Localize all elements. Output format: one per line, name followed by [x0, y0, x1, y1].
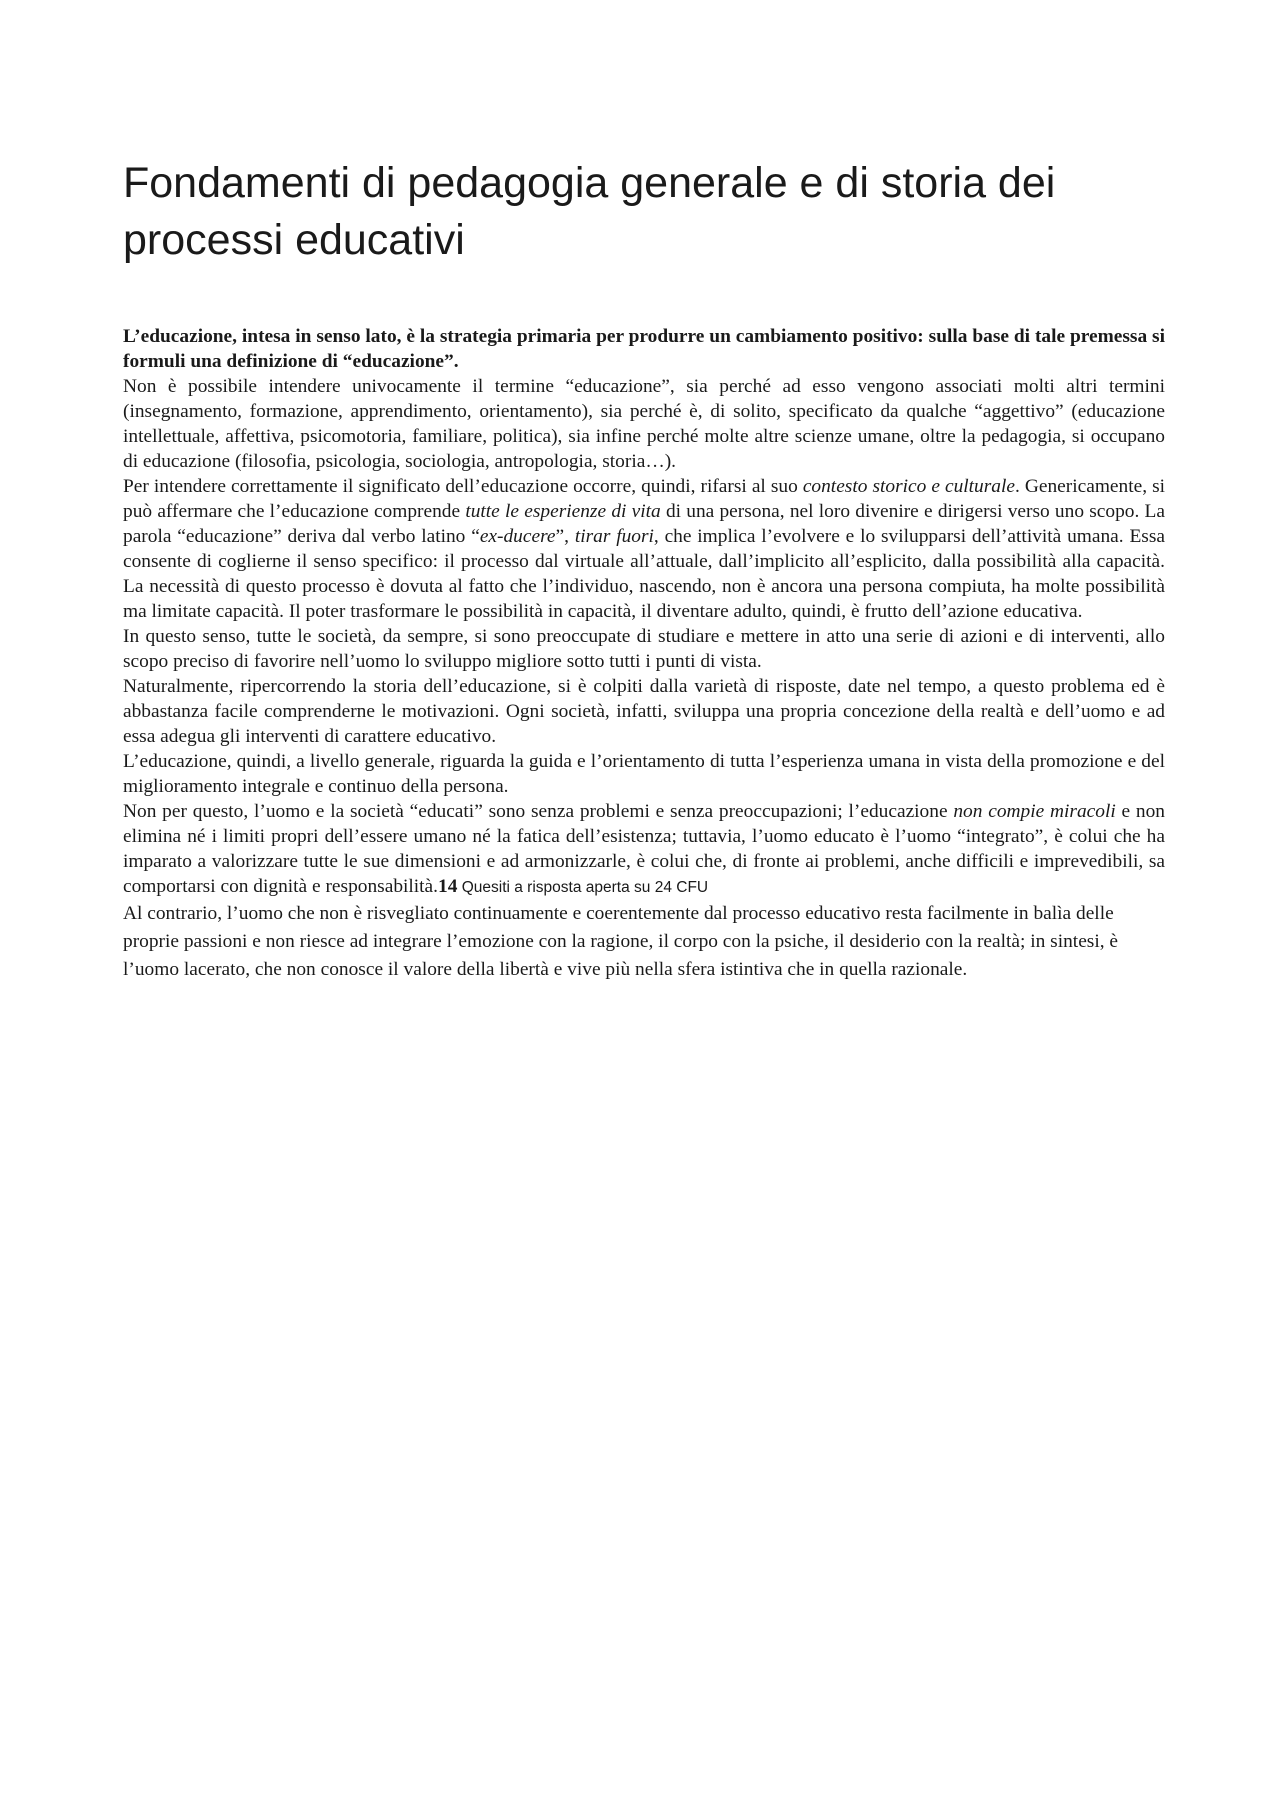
paragraph-6-text-b: e non elimina né i limiti propri dell’essere umano né la fatica dell’esistenza; tuttavia, l’uomo educato è l’uomo “integrato”, è colui che ha imparato a valorizzare tutte le sue dimensioni e ad armonizzarle, è colui che, di fronte ai problemi, anche difficili e imprevedibili, sa comportarsi con dignità e responsabilità.: [123, 801, 1166, 897]
paragraph-2-text-b: . Genericamente, si può affermare che l’educazione comprende: [123, 476, 1166, 522]
paragraph-2-emphasis-3: ex-ducere: [479, 526, 556, 547]
paragraph-2-emphasis-2: tutte le esperienze di vita: [465, 501, 661, 522]
paragraph-2-text-e: , che implica l’evolvere e lo svilupparsi dell’attività umana. Essa consente di coglierne il senso specifico: il processo dal virtuale all’attuale, dall’implicito all’esplicito, dalla possibilità alla capacità. La necessità di questo processo è dovuta al fatto che l’individuo, nascendo, non è ancora una persona compiuta, ha molte possibilità ma limitate capacità. Il poter trasformare le possibilità in capacità, il diventare adulto, quindi, è frutto dell’azione educativa.: [123, 526, 1165, 622]
paragraph-4: Naturalmente, ripercorrendo la storia dell’educazione, si è colpiti dalla varietà di risposte, date nel tempo, a questo problema ed è abbastanza facile comprenderne le motivazioni. Ogni società, infatti, sviluppa una propria concezione della realtà e dell’uomo e ad essa adegua gli interventi di carattere educativo.: [123, 676, 1165, 747]
paragraph-7: Al contrario, l’uomo che non è risvegliato continuamente e coerentemente dal processo educativo resta facilmente in balìa delle proprie passioni e non riesce ad integrare l’emozione con la ragione, il corpo con la psiche, il desiderio con la realtà; in sintesi, è l’uomo lacerato, che non conosce il valore della libertà e vive più nella sfera istintiva che in quella razionale.: [123, 903, 1119, 980]
paragraph-6: [123, 799, 1165, 900]
document-title: Fondamenti di pedagogia generale e di storia dei processi educativi: [123, 159, 1056, 264]
document-page: [123, 155, 1165, 984]
paragraph-1: Non è possibile intendere univocamente il termine “educazione”, sia perché ad esso vengono associati molti altri termini (insegnamento, formazione, apprendimento, orientamento), sia perché è, di solito, specificato da qualche “aggettivo” (educazione intellettuale, affettiva, psicomotoria, familiare, politica), sia infine perché molte altre scienze umane, oltre la pedagogia, si occupano di educazione (filosofia, psicologia, sociologia, antropologia, storia…).: [123, 376, 1165, 472]
paragraph-2-text-c: di una persona, nel loro divenire e dirigersi verso uno scopo. La parola “educazione” deriva dal verbo latino “: [123, 501, 1166, 547]
paragraph-6-emphasis: non compie miracoli: [953, 801, 1116, 822]
paragraph-2-text-d: ”,: [555, 526, 575, 547]
paragraph-3: In questo senso, tutte le società, da sempre, si sono preoccupate di studiare e mettere in atto una serie di azioni e di interventi, allo scopo preciso di favorire nell’uomo lo sviluppo migliore sotto tutti i punti di vista.: [123, 626, 1165, 672]
paragraph-5: L’educazione, quindi, a livello generale, riguarda la guida e l’orientamento di tutta l’esperienza umana in vista della promozione e del miglioramento integrale e continuo della persona.: [123, 751, 1165, 797]
intro-question: L’educazione, intesa in senso lato, è la strategia primaria per produrre un cambiamento positivo: sulla base di tale premessa si formuli una definizione di “educazione”.: [123, 326, 1165, 372]
document-body: [123, 324, 1165, 984]
paragraph-2: [123, 474, 1165, 624]
paragraph-2-text-a: Per intendere correttamente il significato dell’educazione occorre, quindi, rifarsi al suo: [123, 476, 803, 497]
paragraph-2-emphasis-1: contesto storico e culturale: [802, 476, 1015, 497]
paragraph-6-text-a: Non per questo, l’uomo e la società “educati” sono senza problemi e senza preoccupazioni; l’educazione: [123, 801, 954, 822]
running-footer-note: Quesiti a risposta aperta su 24 CFU: [457, 879, 709, 896]
page-number: 14: [438, 876, 458, 897]
paragraph-2-emphasis-4: tirar fuori: [574, 526, 654, 547]
